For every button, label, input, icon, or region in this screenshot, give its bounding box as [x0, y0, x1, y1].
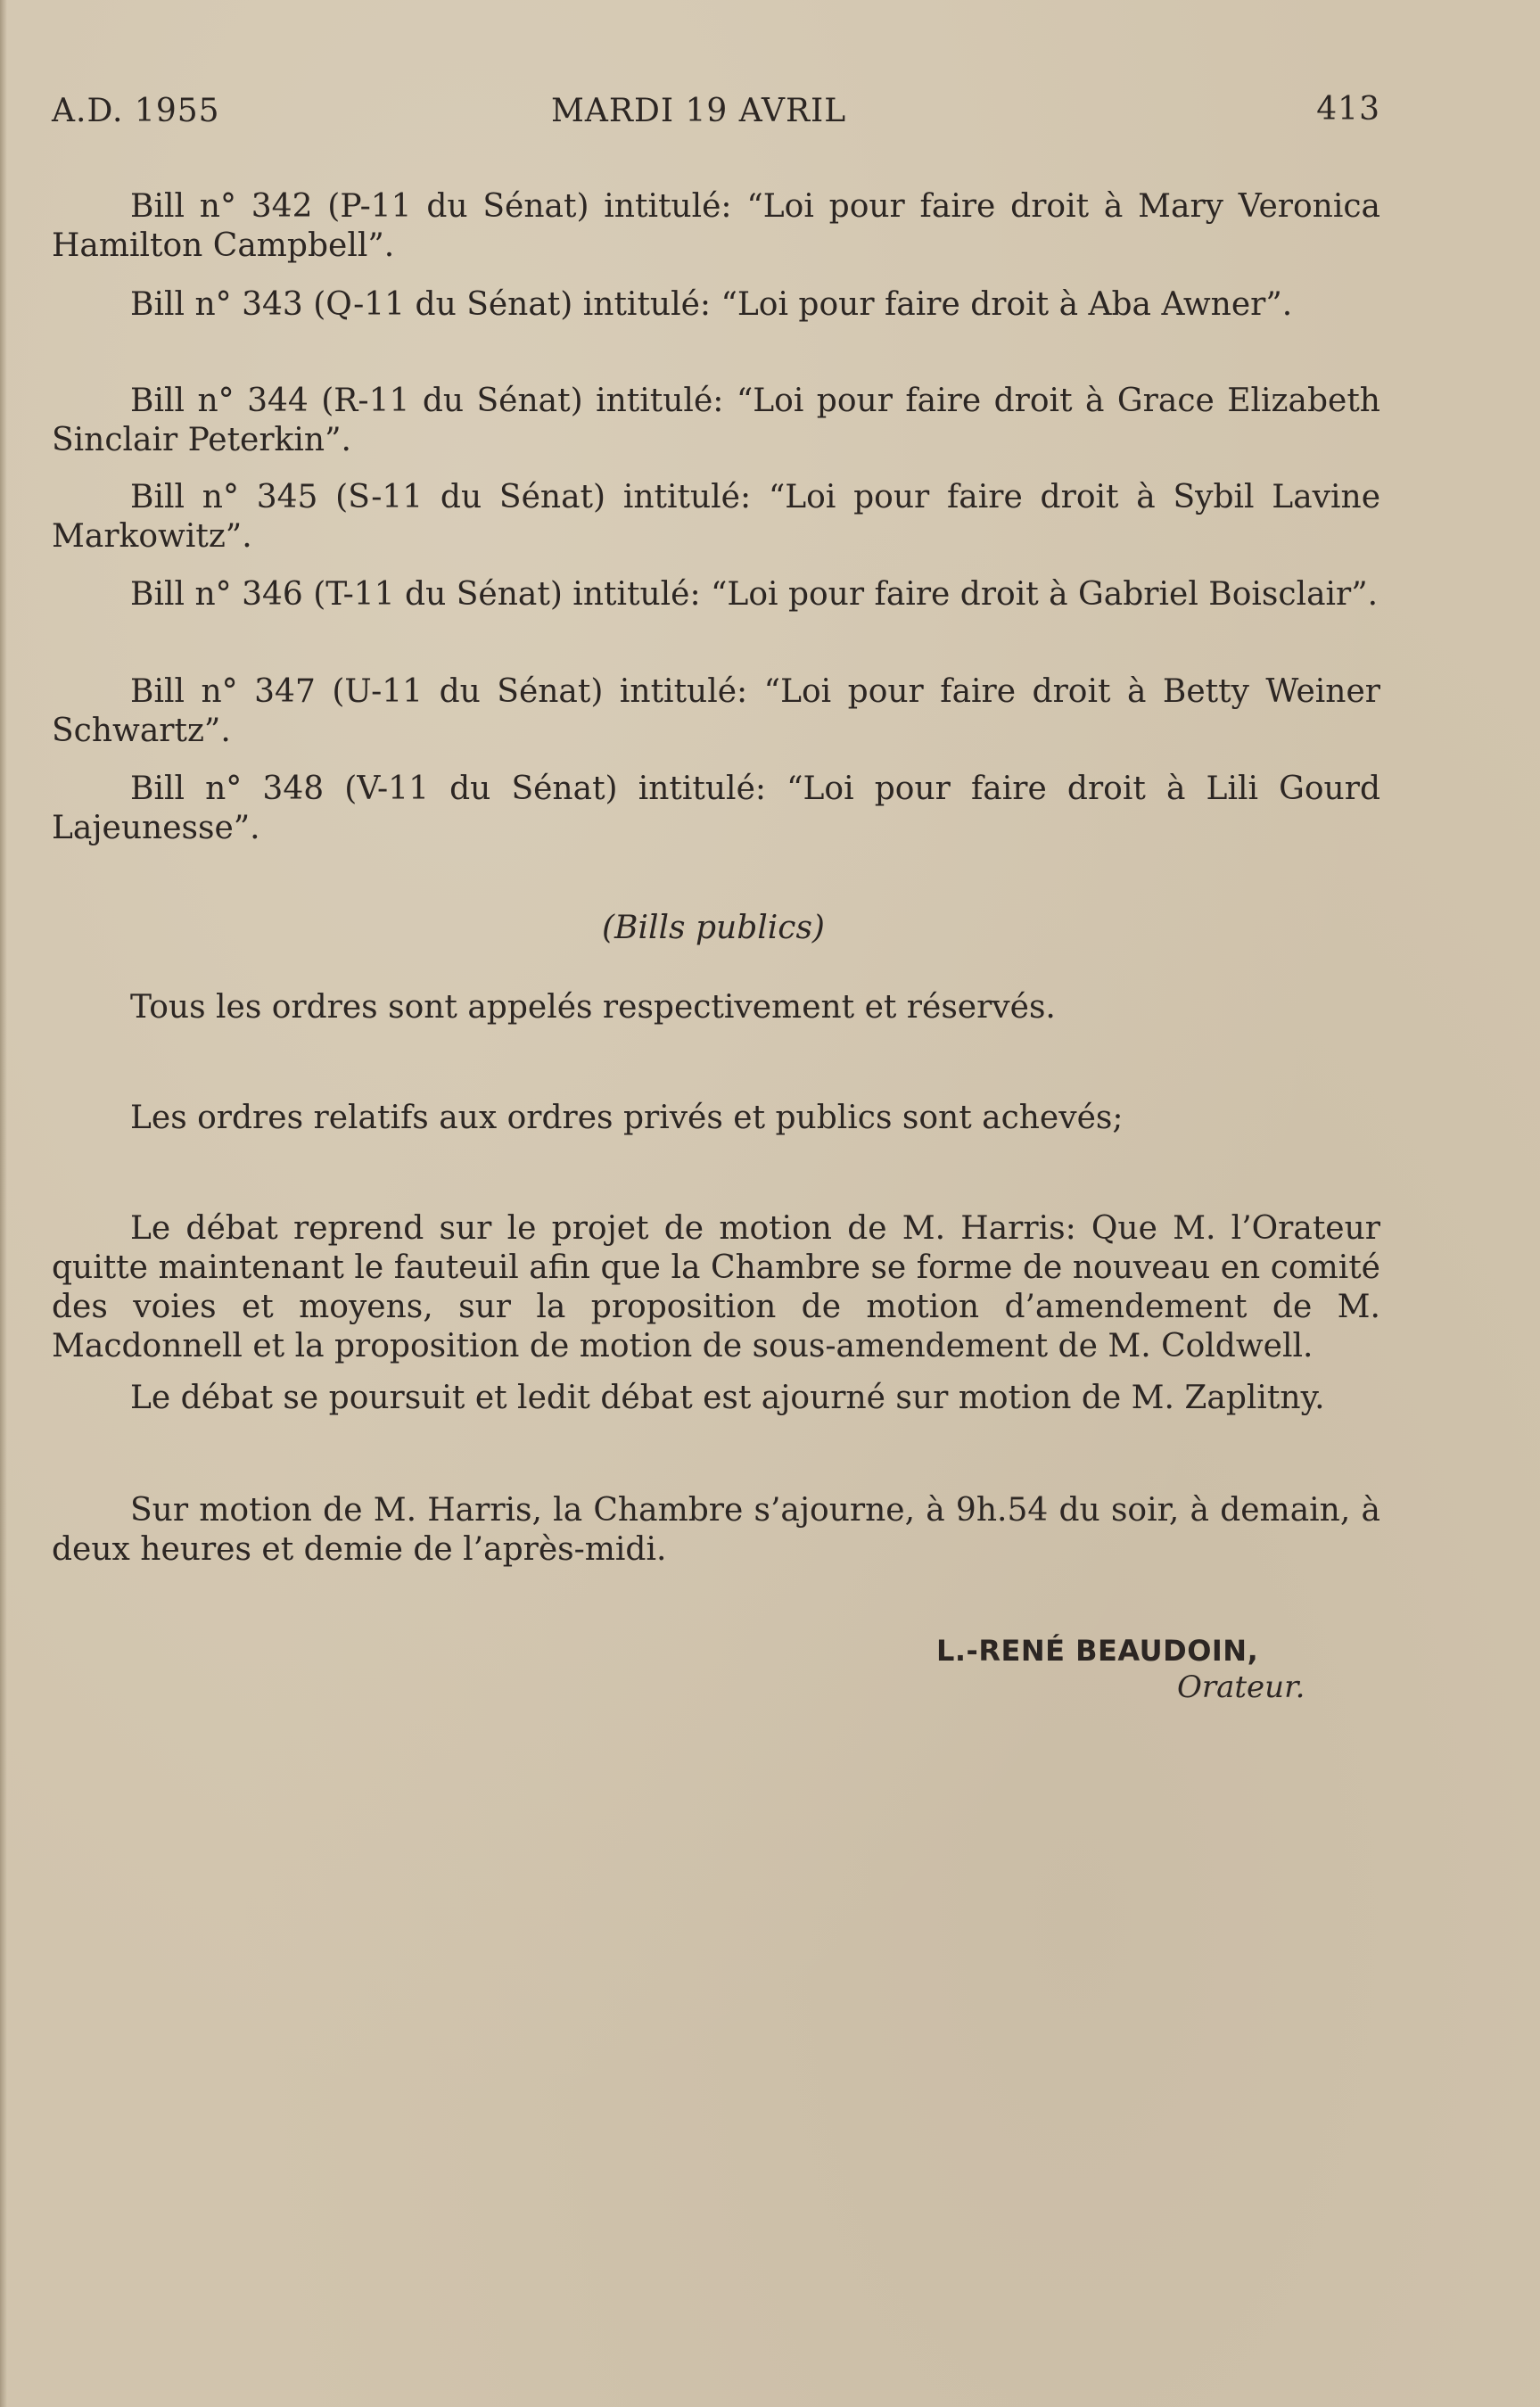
bill-343-text: Bill n° 343 (Q-11 du Sénat) intitulé: “Loi pour faire droit à Aba Awner”. — [130, 286, 1293, 323]
bill-348-text: Bill n° 348 (V-11 du Sénat) intitulé: “Loi pour faire droit à Lili Gourd Lajeunesse”. — [52, 771, 1380, 846]
bill-345-text: Bill n° 345 (S-11 du Sénat) intitulé: “Loi pour faire droit à Sybil Lavine Markowitz”. — [52, 479, 1380, 555]
signature-title: Orateur. — [1177, 1669, 1305, 1705]
bill-346 — [52, 575, 1380, 614]
header-date: MARDI 19 AVRIL — [551, 93, 847, 129]
paragraph-debate-adjourned-text: Le débat se poursuit et ledit débat est ajourné sur motion de M. Zaplitny. — [130, 1380, 1325, 1416]
header-year: A.D. 1955 — [52, 93, 220, 129]
page-edge-shadow — [0, 0, 7, 2407]
signature-name: L.-RENÉ BEAUDOIN, — [936, 1634, 1259, 1668]
bill-347 — [52, 672, 1380, 751]
bill-344-text: Bill n° 344 (R-11 du Sénat) intitulé: “Loi pour faire droit à Grace Elizabeth Sinclair Peterkin”. — [52, 383, 1380, 458]
bill-347-text: Bill n° 347 (U-11 du Sénat) intitulé: “Loi pour faire droit à Betty Weiner Schwartz”. — [52, 673, 1380, 749]
paragraph-house-adjourns — [52, 1491, 1380, 1570]
paragraph-orders-completed — [52, 1099, 1380, 1138]
bill-348 — [52, 770, 1380, 848]
bill-344 — [52, 382, 1380, 460]
bill-345 — [52, 478, 1380, 556]
paragraph-orders-called — [52, 988, 1380, 1027]
bill-343 — [52, 285, 1380, 325]
page-header — [52, 93, 1380, 137]
section-heading: (Bills publics) — [602, 910, 825, 946]
page-number: 413 — [1316, 91, 1380, 128]
paragraph-debate-adjourned — [52, 1379, 1380, 1418]
paragraph-orders-called-text: Tous les ordres sont appelés respectivement et réservés. — [130, 989, 1056, 1026]
paragraph-orders-completed-text: Les ordres relatifs aux ordres privés et publics sont achevés; — [130, 1100, 1124, 1136]
paragraph-debate-resumes-text: Le débat reprend sur le projet de motion de M. Harris: Que M. l’Orateur quitte maintenant le fauteuil afin que la Chambre se forme de nouveau en comité des voies et moyens, sur la proposition de motion d’amendement de M. Macdonnell et la proposition de motion de sous-amendement de M. Coldwell. — [52, 1210, 1380, 1364]
bill-346-text: Bill n° 346 (T-11 du Sénat) intitulé: “Loi pour faire droit à Gabriel Boisclair”. — [130, 576, 1379, 613]
paragraph-house-adjourns-text: Sur motion de M. Harris, la Chambre s’ajourne, à 9h.54 du soir, à demain, à deux heures et demie de l’après-midi. — [52, 1492, 1380, 1568]
bill-342 — [52, 187, 1380, 266]
bill-342-text: Bill n° 342 (P-11 du Sénat) intitulé: “Loi pour faire droit à Mary Veronica Hamilton Campbell”. — [52, 188, 1380, 264]
paragraph-debate-resumes — [52, 1209, 1380, 1366]
